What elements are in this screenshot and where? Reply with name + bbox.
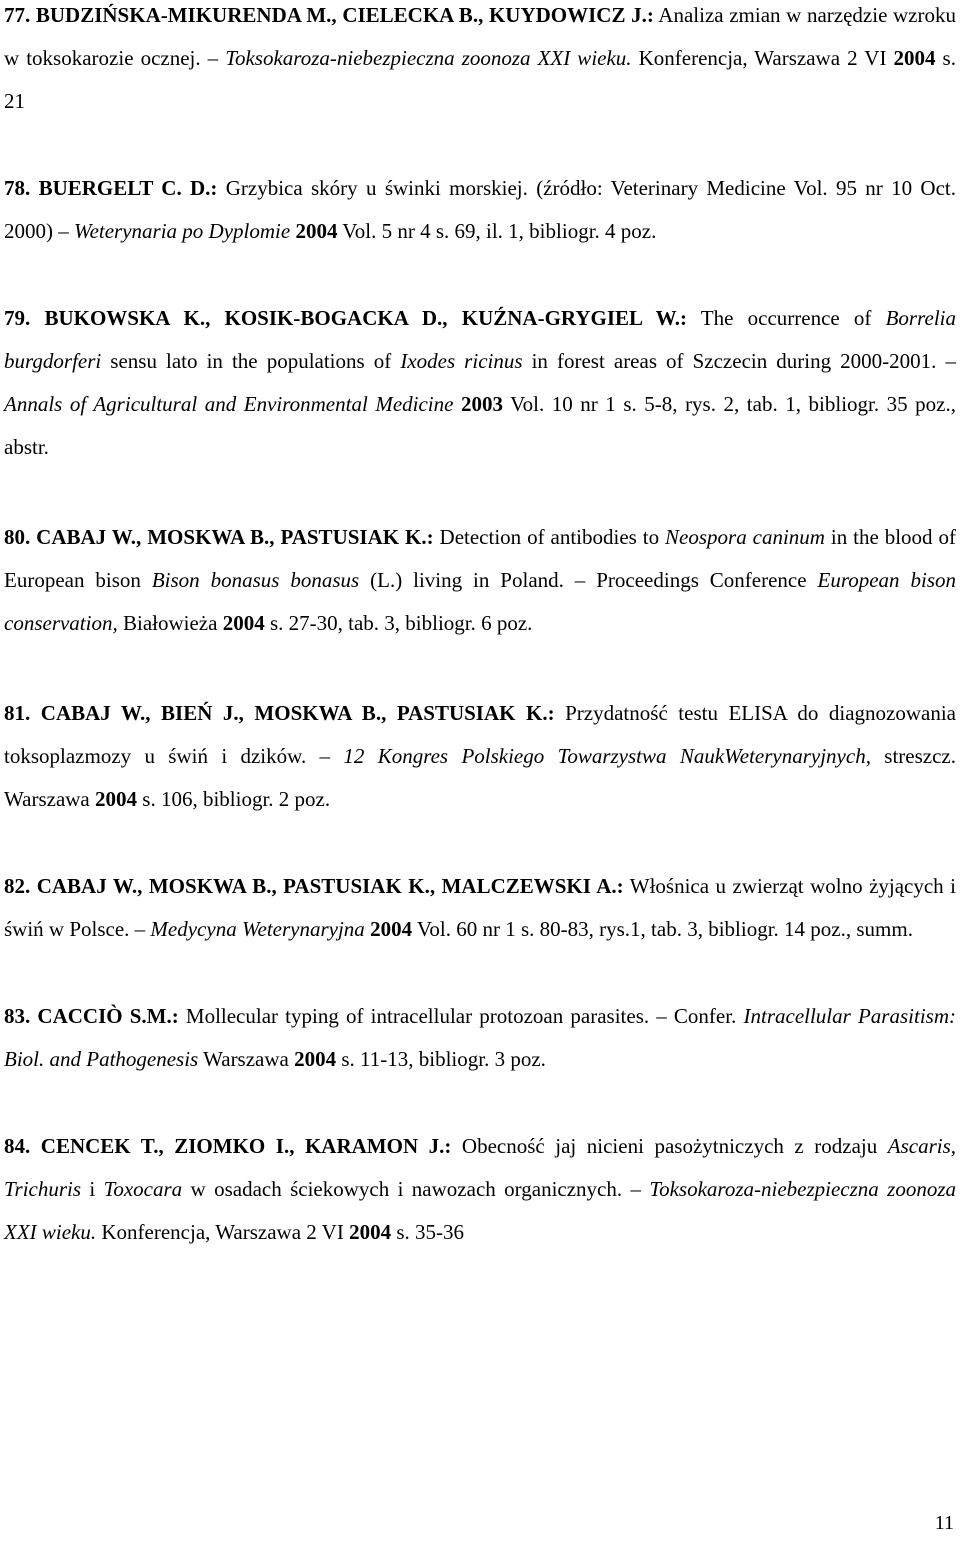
entry-text: Konferencja, Warszawa 2 VI: [631, 46, 894, 70]
entry-italic-text: European bison conservation,: [4, 568, 956, 635]
entry-text: in the blood of European bison: [4, 525, 956, 592]
bibliography-page: [4, 0, 956, 1254]
entry-text: Analiza zmian w narzędzie wzroku w toksokarozie ocznej. –: [4, 3, 956, 70]
entry-bold-text: 83. CACCIÒ S.M.:: [4, 1004, 179, 1028]
entry-bold-text: 80. CABAJ W., MOSKWA B., PASTUSIAK K.:: [4, 525, 434, 549]
entry-gap: [4, 951, 956, 995]
entry-italic-text: Intracellular Parasitism: Biol. and Pathogenesis: [4, 1004, 956, 1071]
entry-text: (L.) living in Poland. – Proceedings Conference: [359, 568, 818, 592]
entry-italic-text: Neospora caninum: [665, 525, 825, 549]
entry-text: s. 35-36: [391, 1220, 464, 1244]
entry-bold-text: 2004: [294, 1047, 337, 1071]
entry-gap: [4, 253, 956, 297]
entry-gap: [4, 645, 956, 692]
bibliography-entry-84: [4, 1125, 956, 1254]
entry-text: s. 27-30, tab. 3, bibliogr. 6 poz.: [264, 611, 533, 635]
entry-bold-text: 2004: [349, 1220, 392, 1244]
entry-text: Włośnica u zwierząt wolno żyjących i świń w Polsce. –: [4, 874, 956, 941]
entry-text: s. 21: [4, 46, 956, 113]
entry-italic-text: Toxocara: [103, 1177, 183, 1201]
entry-gap: [4, 821, 956, 865]
entry-text: sensu lato in the populations of: [101, 349, 401, 373]
entry-text: Warszawa: [198, 1047, 295, 1071]
bibliography-entry-81: [4, 692, 956, 821]
entry-italic-text: Ascaris, Trichuris: [4, 1134, 957, 1201]
entry-text: Konferencja, Warszawa 2 VI: [96, 1220, 350, 1244]
entry-bold-text: 81. CABAJ W., BIEŃ J., MOSKWA B., PASTUSIAK K.:: [4, 701, 555, 725]
entry-gap: [4, 123, 956, 167]
entry-italic-text: 12 Kongres Polskiego Towarzystwa NaukWeterynaryjnych,: [343, 744, 871, 768]
entry-text: [453, 392, 461, 416]
entry-text: Przydatność testu ELISA do diagnozowania toksoplazmozy u świń i dzików. –: [4, 701, 956, 768]
entry-italic-text: Bison bonasus bonasus: [151, 568, 360, 592]
entry-bold-text: 84. CENCEK T., ZIOMKO I., KARAMON J.:: [4, 1134, 452, 1158]
entry-italic-text: Annals of Agricultural and Environmental Medicine: [4, 392, 454, 416]
entry-text: s. 106, bibliogr. 2 poz.: [137, 787, 331, 811]
page-number: 11: [934, 1512, 954, 1534]
entry-bold-text: 2004: [893, 46, 936, 70]
bibliography-entry-77: [4, 0, 956, 123]
entry-text: Białowieża: [117, 611, 223, 635]
entry-bold-text: 78. BUERGELT C. D.:: [4, 176, 218, 200]
entry-italic-text: Toksokaroza-niebezpieczna zoonoza XXI wieku.: [225, 46, 632, 70]
entry-text: Mollecular typing of intracellular protozoan parasites. – Confer.: [178, 1004, 744, 1028]
entry-gap: [4, 1081, 956, 1125]
bibliography-entry-80: [4, 516, 956, 645]
bibliography-entry-78: [4, 167, 956, 253]
entry-text: s. 11-13, bibliogr. 3 poz.: [336, 1047, 546, 1071]
entry-bold-text: 79. BUKOWSKA K., KOSIK-BOGACKA D., KUŹNA-GRYGIEL W.:: [4, 306, 687, 330]
entry-italic-text: Borrelia burgdorferi: [4, 306, 956, 373]
entry-bold-text: 2004: [295, 219, 338, 243]
entry-text: Grzybica skóry u świnki morskiej. (źródło: Veterinary Medicine Vol. 95 nr 10 Oct. 2000) –: [4, 176, 956, 243]
entry-text: Vol. 60 nr 1 s. 80-83, rys.1, tab. 3, bibliogr. 14 poz., summ.: [412, 917, 913, 941]
entry-gap: [4, 469, 956, 516]
entry-bold-text: 2004: [370, 917, 413, 941]
bibliography-entry-79: [4, 297, 956, 469]
entry-text: w osadach ściekowych i nawozach organicznych. –: [182, 1177, 650, 1201]
entry-text: Vol. 5 nr 4 s. 69, il. 1, bibliogr. 4 poz.: [337, 219, 657, 243]
entry-text: in forest areas of Szczecin during 2000-2001. –: [522, 349, 956, 373]
entry-bold-text: 82. CABAJ W., MOSKWA B., PASTUSIAK K., MALCZEWSKI A.:: [4, 874, 624, 898]
entry-text: streszcz. Warszawa: [4, 744, 956, 811]
entry-italic-text: Medycyna Weterynaryjna: [150, 917, 365, 941]
bibliography-entry-83: [4, 995, 956, 1081]
entry-bold-text: 2003: [461, 392, 503, 416]
entry-italic-text: Ixodes ricinus: [400, 349, 523, 373]
entry-text: The occurrence of: [687, 306, 886, 330]
entry-bold-text: 2004: [222, 611, 265, 635]
entry-bold-text: 77. BUDZIŃSKA-MIKURENDA M., CIELECKA B., KUYDOWICZ J.:: [4, 3, 654, 27]
entry-text: Vol. 10 nr 1 s. 5-8, rys. 2, tab. 1, bibliogr. 35 poz., abstr.: [4, 392, 957, 459]
bibliography-entry-82: [4, 865, 956, 951]
entry-text: i: [81, 1177, 104, 1201]
entry-text: Detection of antibodies to: [433, 525, 666, 549]
entry-italic-text: Toksokaroza-niebezpieczna zoonoza XXI wieku.: [4, 1177, 956, 1244]
entry-bold-text: 2004: [95, 787, 138, 811]
entry-italic-text: Weterynaria po Dyplomie: [74, 219, 291, 243]
entry-text: Obecność jaj nicieni pasożytniczych z rodzaju: [451, 1134, 888, 1158]
